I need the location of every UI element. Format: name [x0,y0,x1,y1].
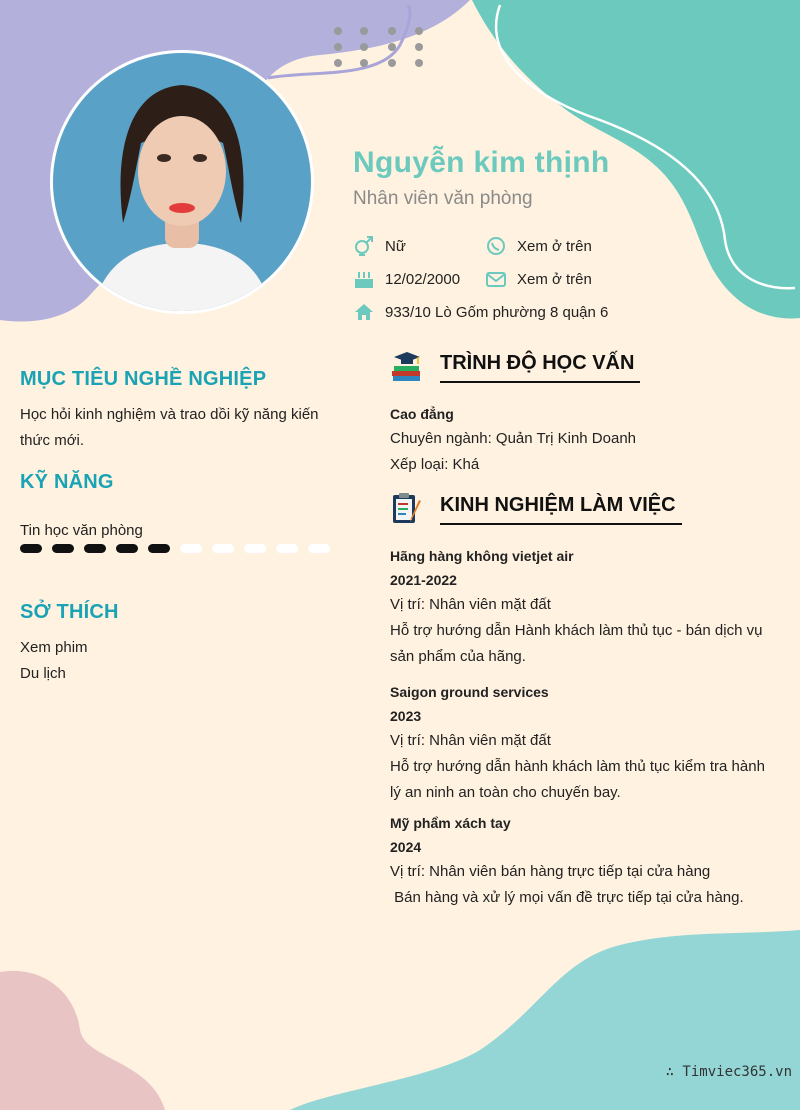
objective-heading: MỤC TIÊU NGHỀ NGHIỆP [20,368,267,390]
clipboard-pen-icon [390,491,424,525]
skill-level-empty-segment [244,544,266,553]
skill-level-empty-segment [180,544,202,553]
job-position: Vị trí: Nhân viên mặt đất [390,596,551,613]
skill-name: Tin học văn phòng [20,522,143,539]
experience-title: KINH NGHIỆM LÀM VIỆC [440,494,682,525]
education-major: Chuyên ngành: Quản Trị Kinh Doanh [390,430,636,447]
gender-value: Nữ [385,237,406,255]
info-address [353,302,608,322]
graduation-books-icon [390,349,424,383]
address-value: 933/10 Lò Gốm phường 8 quận 6 [385,303,609,321]
home-icon [353,302,375,322]
envelope-icon [485,269,507,289]
job-position: Vị trí: Nhân viên bán hàng trực tiếp tại cửa hàng [390,863,711,880]
skill-level-empty-segment [276,544,298,553]
job-period: 2021-2022 [390,572,457,588]
job-company: Saigon ground services [390,684,549,700]
job-position: Vị trí: Nhân viên mặt đất [390,732,551,749]
education-title: TRÌNH ĐỘ HỌC VẤN [440,352,640,383]
candidate-job-title: Nhân viên văn phòng [353,188,533,209]
avatar [50,50,314,314]
skill-level-filled-segment [52,544,74,553]
objective-line-1: Học hỏi kinh nghiệm và trao dồi kỹ năng kiến [20,406,319,423]
job-description: Bán hàng và xử lý mọi vấn đề trực tiếp tại cửa hàng. [390,889,744,906]
job-company: Mỹ phẩm xách tay [390,815,511,831]
skill-level-bar [20,544,330,553]
skills-heading: KỸ NĂNG [20,471,114,493]
education-rank: Xếp loại: Khá [390,456,480,473]
skill-level-filled-segment [148,544,170,553]
job-description: Hỗ trợ hướng dẫn Hành khách làm thủ tục - bán dịch vụ [390,622,763,639]
info-phone [485,236,592,256]
objective-line-2: thức mới. [20,432,85,449]
hobby-item: Xem phim [20,639,88,656]
experience-heading [390,491,682,525]
job-period: 2023 [390,708,422,724]
candidate-name: Nguyễn kim thịnh [353,146,610,179]
info-gender [353,236,406,256]
skill-level-filled-segment [84,544,106,553]
phone-icon [485,236,507,256]
job-company: Hãng hàng không vietjet air [390,548,574,564]
footer-brand[interactable]: ∴ Timviec365.vn [665,1064,792,1080]
skill-level-empty-segment [212,544,234,553]
skill-level-filled-segment [20,544,42,553]
hobbies-heading: SỞ THÍCH [20,601,119,623]
pink-blob [0,971,165,1110]
job-description: sản phẩm của hãng. [390,648,526,665]
birthday-value: 12/02/2000 [385,270,461,288]
gender-icon [353,236,375,256]
education-heading [390,349,640,383]
teal-bottom-blob [290,930,800,1110]
info-email [485,269,592,289]
hobby-item: Du lịch [20,665,66,682]
info-birthday [353,269,460,289]
job-description: Hỗ trợ hướng dẫn hành khách làm thủ tục kiểm tra hành [390,758,765,775]
skill-level-filled-segment [116,544,138,553]
job-description: lý an ninh an toàn cho chuyến bay. [390,784,621,801]
phone-value: Xem ở trên [517,237,592,255]
email-value: Xem ở trên [517,270,592,288]
education-school: Cao đẳng [390,406,454,422]
job-period: 2024 [390,839,422,855]
skill-level-empty-segment [308,544,330,553]
cake-icon [353,269,375,289]
